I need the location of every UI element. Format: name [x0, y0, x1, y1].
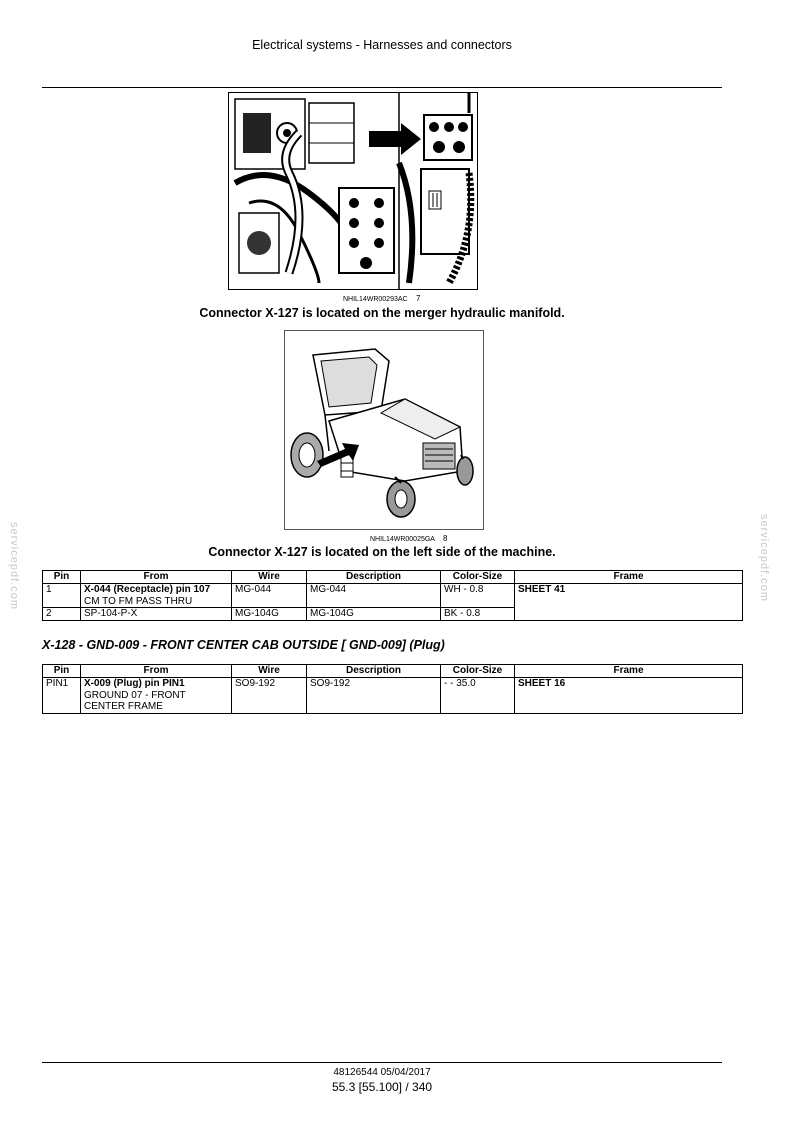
watermark-right: servicepdf.com [757, 514, 770, 602]
table-header-row [43, 571, 743, 584]
table-header-row [43, 665, 743, 678]
column-header-description: Description [307, 571, 441, 584]
cell-color-size: - - 35.0 [441, 678, 515, 714]
column-header-color-size: Color-Size [441, 571, 515, 584]
cell-frame: SHEET 16 [515, 678, 743, 714]
connector-table-x127 [42, 570, 743, 621]
page-header-title: Electrical systems - Harnesses and connectors [252, 38, 512, 52]
watermark-left: servicepdf.com [7, 522, 20, 610]
cell-color-size: BK - 0.8 [441, 608, 515, 621]
figure-code: NHIL14WR00025GA [370, 536, 435, 543]
cell-from: SP-104-P-X [81, 608, 232, 621]
connector-table-x128 [42, 664, 743, 714]
figure-number: 8 [443, 534, 448, 543]
cell-pin: 2 [43, 608, 81, 621]
cell-pin: PIN1 [43, 678, 81, 714]
column-header-description: Description [307, 665, 441, 678]
figure-caption: Connector X-127 is located on the left side of the machine. [208, 545, 556, 559]
footer-page-number: 55.3 [55.100] / 340 [331, 1080, 433, 1094]
figure-machine-left-side [284, 330, 484, 530]
from-detail-line1: GROUND 07 - FRONT [84, 689, 186, 701]
column-header-frame: Frame [515, 665, 743, 678]
cell-description: MG-044 [307, 584, 441, 608]
from-detail-line2: CENTER FRAME [84, 701, 163, 712]
figure-caption: Connector X-127 is located on the merger hydraulic manifold. [199, 306, 565, 320]
column-header-pin: Pin [43, 665, 81, 678]
cell-wire: MG-044 [232, 584, 307, 608]
cell-pin: 1 [43, 584, 81, 608]
column-header-wire: Wire [232, 571, 307, 584]
cell-description: MG-104G [307, 608, 441, 621]
figure-code: NHIL14WR00293AC [343, 296, 408, 303]
manifold-illustration [229, 93, 477, 289]
figure-number: 7 [416, 294, 421, 303]
table-row [43, 584, 743, 608]
column-header-color-size: Color-Size [441, 665, 515, 678]
cell-description: SO9-192 [307, 678, 441, 714]
from-detail: CM TO FM PASS THRU [84, 595, 193, 607]
footer-divider [42, 1062, 722, 1063]
from-connector: X-044 (Receptacle) pin 107 [84, 584, 211, 595]
section-title: X-128 - GND-009 - FRONT CENTER CAB OUTSIDE [ GND-009] (Plug) [42, 638, 445, 652]
column-header-from: From [81, 571, 232, 584]
cell-wire: SO9-192 [232, 678, 307, 714]
figure-merger-manifold [228, 92, 478, 290]
cell-from [81, 584, 232, 608]
column-header-from: From [81, 665, 232, 678]
machine-illustration [285, 331, 483, 529]
table-row [43, 678, 743, 714]
cell-from [81, 678, 232, 714]
from-connector: X-009 (Plug) pin PIN1 [84, 678, 185, 689]
header-divider [42, 87, 722, 88]
cell-frame: SHEET 41 [515, 584, 743, 621]
cell-color-size: WH - 0.8 [441, 584, 515, 608]
cell-wire: MG-104G [232, 608, 307, 621]
column-header-wire: Wire [232, 665, 307, 678]
column-header-frame: Frame [515, 571, 743, 584]
column-header-pin: Pin [43, 571, 81, 584]
footer-doc-code: 48126544 05/04/2017 [333, 1067, 431, 1078]
